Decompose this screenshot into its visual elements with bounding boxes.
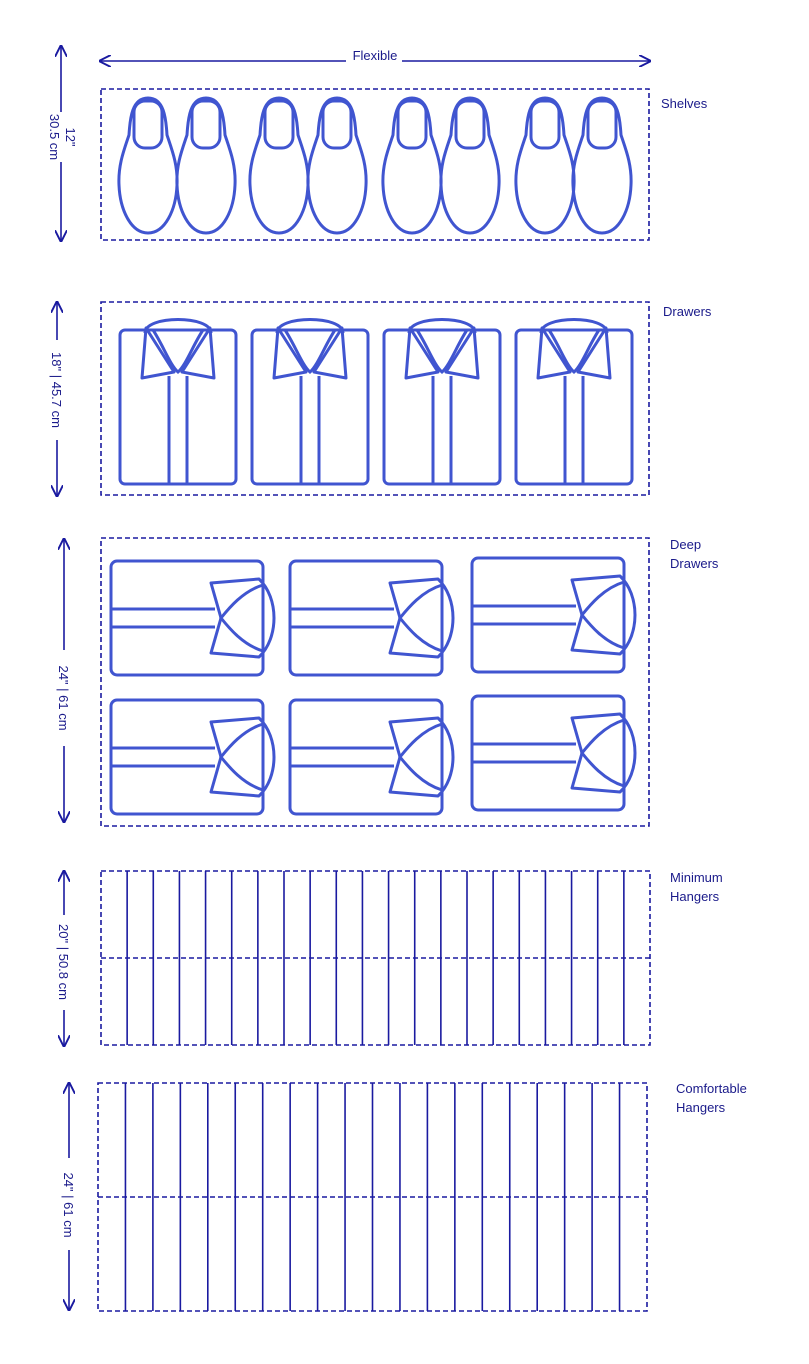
section-deep-drawers bbox=[56, 537, 719, 826]
folded-shirts-group bbox=[120, 320, 632, 485]
shelves-dimension-metric: 30.5 cm bbox=[47, 113, 62, 161]
minimum-hangers-label-line-1: Minimum bbox=[670, 870, 723, 885]
folded-shirt-icon bbox=[252, 320, 368, 485]
deep-drawers-label-line-1: Deep bbox=[670, 537, 702, 552]
shoe-icon bbox=[573, 98, 631, 233]
folded-shirt-sideways-icon bbox=[290, 700, 453, 814]
folded-shirt-sideways-icon bbox=[290, 561, 453, 675]
shelves-dimension-imperial: 12" bbox=[63, 127, 78, 147]
drawers-label: Drawers bbox=[663, 304, 712, 319]
folded-shirt-sideways-icon bbox=[111, 700, 274, 814]
minimum-hangers-label-line-2: Hangers bbox=[670, 889, 720, 904]
shoe-icon bbox=[177, 98, 235, 233]
shoe-icon bbox=[383, 98, 441, 233]
shoe-icon bbox=[441, 98, 499, 233]
comfortable-hangers-height-dimension bbox=[61, 1083, 76, 1310]
folded-shirt-icon bbox=[120, 320, 236, 485]
minimum-hangers-height-dimension bbox=[56, 871, 71, 1046]
deep-drawers-height-dimension bbox=[56, 539, 71, 822]
sideways-shirts-group bbox=[111, 558, 635, 814]
minimum-hangers-dimension: 20" | 50.8 cm bbox=[56, 924, 71, 1000]
shoe-icon bbox=[119, 98, 177, 233]
deep-drawers-label-line-2: Drawers bbox=[670, 556, 719, 571]
shoes-group bbox=[119, 98, 631, 233]
folded-shirt-sideways-icon bbox=[472, 696, 635, 810]
section-shelves bbox=[47, 46, 708, 241]
shoe-icon bbox=[250, 98, 308, 233]
width-dimension-label: Flexible bbox=[352, 48, 398, 63]
shelves-height-dimension bbox=[47, 46, 78, 241]
drawers-dimension: 18" | 45.7 cm bbox=[49, 352, 64, 428]
comfortable-hangers-dimension: 24" | 61 cm bbox=[61, 1172, 76, 1238]
folded-shirt-icon bbox=[516, 320, 632, 485]
drawers-height-dimension bbox=[49, 302, 64, 496]
width-dimension bbox=[100, 48, 650, 63]
shelves-label: Shelves bbox=[661, 96, 708, 111]
folded-shirt-sideways-icon bbox=[111, 561, 274, 675]
deep-drawers-dimension: 24" | 61 cm bbox=[56, 665, 71, 731]
section-minimum-hangers bbox=[56, 870, 723, 1046]
comfortable-hangers-label-line-2: Hangers bbox=[676, 1100, 726, 1115]
folded-shirt-sideways-icon bbox=[472, 558, 635, 672]
comfortable-hanger-lines bbox=[125, 1083, 619, 1311]
deep-drawers-frame bbox=[101, 538, 649, 826]
folded-shirt-icon bbox=[384, 320, 500, 485]
shoe-icon bbox=[516, 98, 574, 233]
section-drawers bbox=[49, 302, 712, 496]
comfortable-hangers-label-line-1: Comfortable bbox=[676, 1081, 747, 1096]
section-comfortable-hangers bbox=[61, 1081, 747, 1311]
shoe-icon bbox=[308, 98, 366, 233]
